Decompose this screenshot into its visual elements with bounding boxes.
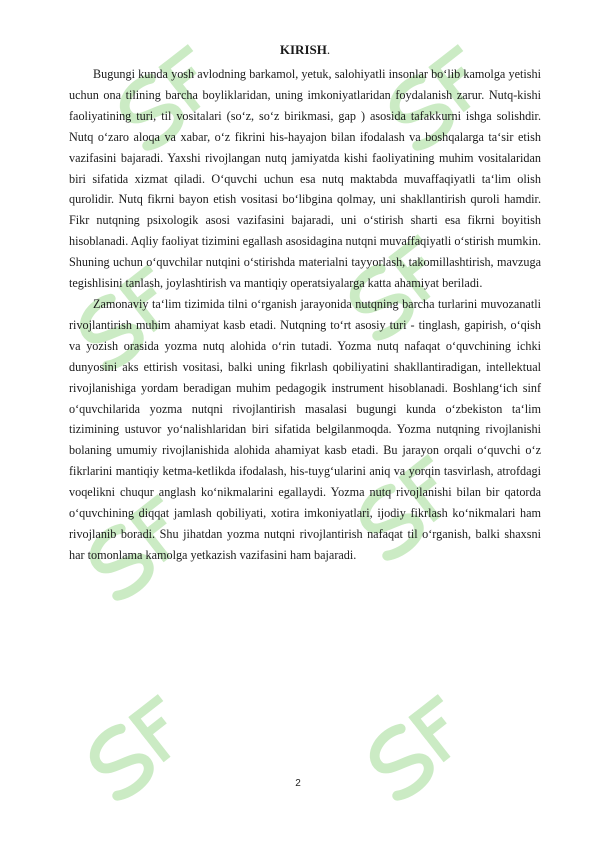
page-title bbox=[69, 40, 541, 60]
title-punctuation: . bbox=[326, 42, 331, 57]
document-body bbox=[69, 40, 541, 566]
title-text: KIRISH bbox=[279, 42, 327, 57]
paragraph-1: Bugungi kunda yosh avlodning barkamol, yetuk, salohiyatli insonlar bo‘lib kamolga yetishi uchun ona tilining barcha boyliklaridan, uning imkoniyatlaridan foydalanish zarur. Nutq-kishi faoliyatining turi, til vositalari (so‘z, so‘z birikmasi, gap ) asosida tafakkurni ishga solishdir. Nutq o‘zaro aloqa va xabar, o‘z fikrini his-hayajon bilan ifodalash va boshqalarga ta‘sir etish vazifasini bajaradi. Yaxshi rivojlangan nutq jamiyatda kishi faoliyatining muhim vositalaridan biri sifatida xizmat qiladi. O‘quvchi uchun esa nutq maktabda muvaffaqiyatli ta‘lim olish qurolidir. Nutq fikrni bayon etish vositasi bo‘libgina qolmay, uni shakllantirish quroli hamdir. Fikr nutqning psixologik asosi vazifasini bajaradi, uni o‘stirish sharti esa fikrni boyitish hisoblanadi. Aqliy faoliyat tizimini egallash asosidagina nutqni muvaffaqiyatli o‘stirish mumkin. Shuning uchun o‘quvchilar nutqini o‘stirishda materialni tayyorlash, takomillashtirish, mavzuga tegishlisini tanlash, joylashtirish va mantiqiy operatsiyalarga katta ahamiyat beriladi. bbox=[69, 67, 541, 291]
paragraph-2: Zamonaviy ta‘lim tizimida tilni o‘rganish jarayonida nutqning barcha turlarini muvozanatli rivojlantirish muhim ahamiyat kasb etadi. Nutqning to‘rt asosiy turi - tinglash, gapirish, o‘qish va yozish orasida yozma nutq alohida o‘rin tutadi. Yozma nutq nafaqat o‘quvchining ichki dunyosini aks ettirish vositasi, balki uning fikrlash qobiliyatini shakllantiradigan, intellektual rivojlanishiga yordam beradigan muhim pedagogik instrument hisoblanadi. Boshlang‘ich sinf o‘quvchilarida yozma nutqni rivojlantirish masalasi bugungi kunda o‘zbekiston ta‘lim tizimining ustuvor yo‘nalishlaridan biri sifatida belgilanmoqda. Yozma nutqning rivojlanishi bolaning umumiy rivojlanishida alohida ahamiyat kasb etadi. Bu jarayon orqali o‘quvchi o‘z fikrlarini mantiqiy ketma-ketlikda ifodalash, his-tuyg‘ularini aniq va yorqin tasvirlash, atrofdagi voqelikni chuqur anglash ko‘nikmalarini egallaydi. Yozma nutq rivojlanishi bilan bir qatorda o‘quvchining diqqat jamlash qobiliyati, xotira imkoniyatlari, ijodiy fikrlash ko‘nikmalari ham rivojlanib boradi. Shu jihatdan yozma nutqni rivojlantirish nafaqat til o‘rganish, balki shaxsni har tomonlama kamolga yetkazish vazifasini ham bajaradi. bbox=[69, 296, 541, 562]
page-number: 2 bbox=[295, 778, 301, 789]
